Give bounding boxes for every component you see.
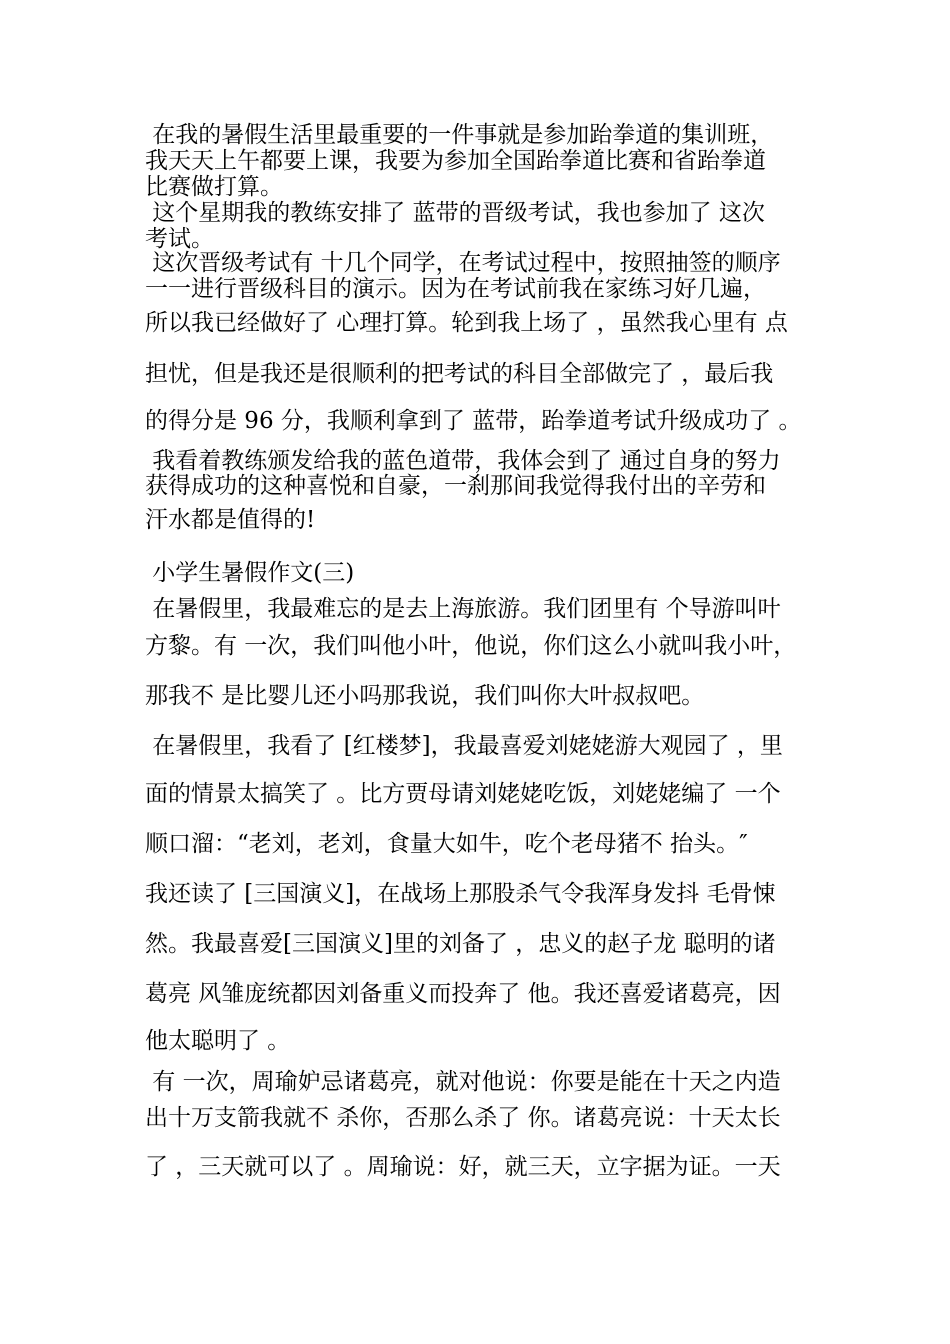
text-line-6: 这次晋级考试有 十几个同学，在考试过程中，按照抽签的顺序 [145, 250, 781, 276]
text-line-19: 面的情景太搞笑了 。比方贾母请刘姥姥吃饭，刘姥姥编了 一个 [145, 781, 781, 807]
text-line-15: 在暑假里，我最难忘的是去上海旅游。我们团里有 个导游叫叶 [145, 596, 781, 622]
text-line-17: 那我不 是比婴儿还小吗那我说，我们叫你大叶叔叔吧。 [145, 683, 705, 709]
text-line-21: 我还读了 [三国演义]，在战场上那股杀气令我浑身发抖 毛骨悚 [145, 881, 776, 907]
text-line-3: 比赛做打算。 [145, 174, 283, 200]
text-line-16: 方黎。有 一次，我们叫他小叶，他说，你们这么小就叫我小叶， [145, 633, 797, 659]
section-heading: 小学生暑假作文(三) [145, 560, 355, 586]
text-line-11: 我看着教练颁发给我的蓝色道带，我体会到了 通过自身的努力 [145, 448, 781, 474]
text-line-5: 考试。 [145, 226, 214, 252]
text-line-26: 出十万支箭我就不 杀你，否那么杀了 你。诸葛亮说：十天太长 [145, 1105, 781, 1131]
text-line-23: 葛亮 风雏庞统都因刘备重义而投奔了 他。我还喜爱诸葛亮，因 [145, 981, 781, 1007]
text-line-9: 担忧，但是我还是很顺利的把考试的科目全部做完了 ，最后我 [145, 361, 774, 387]
text-line-1: 在我的暑假生活里最重要的一件事就是参加跆拳道的集训班， [145, 122, 774, 148]
text-line-27: 了 ，三天就可以了 。周瑜说：好，就三天，立字据为证。一天 [145, 1154, 781, 1180]
text-line-22: 然。我最喜爱[三国演义]里的刘备了 ，忠义的赵子龙 聪明的诸 [145, 931, 776, 957]
text-line-4: 这个星期我的教练安排了 蓝带的晋级考试，我也参加了 这次 [145, 200, 765, 226]
text-line-2: 我天天上午都要上课，我要为参加全国跆拳道比赛和省跆拳道 [145, 148, 766, 174]
text-line-10: 的得分是 96 分，我顺利拿到了 蓝带，跆拳道考试升级成功了 。 [145, 408, 802, 434]
text-line-8: 所以我已经做好了 心理打算。轮到我上场了 ，虽然我心里有 点 [145, 310, 788, 336]
text-line-20: 顺口溜：“老刘，老刘，食量大如牛，吃个老母猪不 抬头。″ [145, 831, 748, 857]
text-line-13: 汗水都是值得的! [145, 507, 316, 533]
text-line-7: 一一进行晋级科目的演示。因为在考试前我在家练习好几遍， [145, 276, 766, 302]
text-line-24: 他太聪明了 。 [145, 1028, 291, 1054]
text-line-18: 在暑假里，我看了 [红楼梦]，我最喜爱刘姥姥游大观园了 ，里 [145, 733, 783, 759]
text-line-25: 有 一次，周瑜妒忌诸葛亮，就对他说：你要是能在十天之内造 [145, 1069, 781, 1095]
text-line-12: 获得成功的这种喜悦和自豪，一刹那间我觉得我付出的辛劳和 [145, 473, 766, 499]
